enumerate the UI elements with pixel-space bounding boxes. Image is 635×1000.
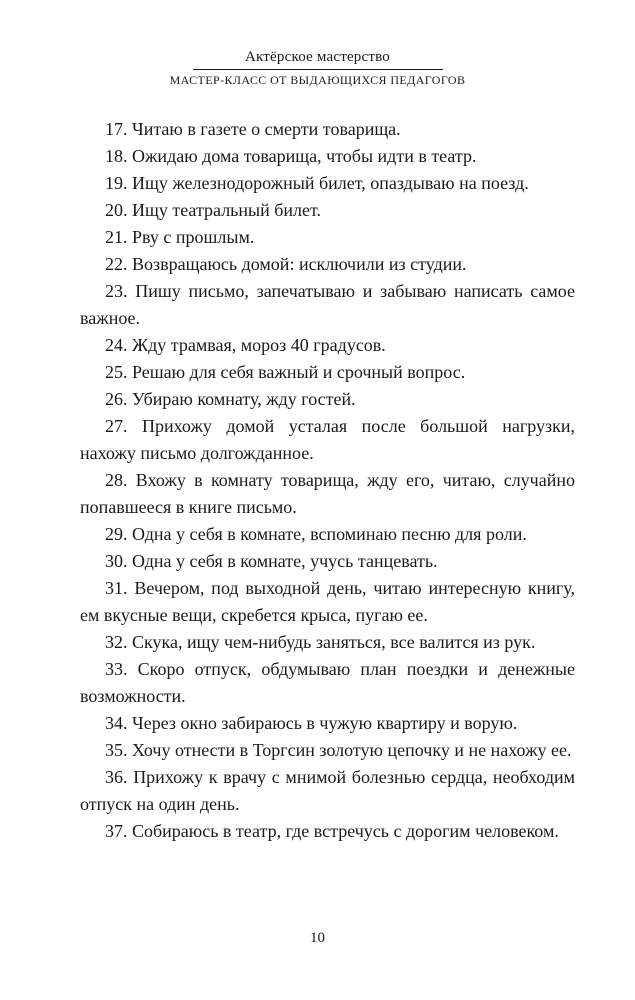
list-item: 24. Жду трамвая, мороз 40 градусов. — [105, 335, 386, 355]
list-item: 22. Возвращаюсь домой: исключили из студии. — [105, 254, 467, 274]
list-item: 17. Читаю в газете о смерти товарища. — [105, 119, 401, 139]
list-item: 19. Ищу железнодорожный билет, опаздываю на поезд. — [105, 173, 529, 193]
list-item: 34. Через окно забираюсь в чужую квартиру и ворую. — [105, 713, 518, 733]
list-item: 32. Скука, ищу чем-нибудь заняться, все валится из рук. — [105, 632, 536, 652]
running-header — [0, 48, 635, 88]
exercise-list — [80, 116, 575, 845]
list-item: 35. Хочу отнести в Торгсин золотую цепочку и не нахожу ее. — [105, 740, 572, 760]
page-number: 10 — [310, 930, 325, 946]
list-item: 25. Решаю для себя важный и срочный вопрос. — [105, 362, 466, 382]
list-item: 21. Рву с прошлым. — [105, 227, 255, 247]
list-item: 30. Одна у себя в комнате, учусь танцевать. — [105, 551, 438, 571]
list-item: 28. Вхожу в комнату товарища, жду его, читаю, случайно попавшееся в книге письмо. — [80, 470, 575, 517]
book-title: Актёрское мастерство — [244, 49, 391, 65]
list-item: 33. Скоро отпуск, обдумываю план поездки и денежные возможности. — [80, 659, 575, 706]
list-item: 29. Одна у себя в комнате, вспоминаю песню для роли. — [105, 524, 527, 544]
list-item: 31. Вечером, под выходной день, читаю интересную книгу, ем вкусные вещи, скребется крыса, пугаю ее. — [80, 578, 575, 625]
book-subtitle: МАСТЕР-КЛАСС ОТ ВЫДАЮЩИХСЯ ПЕДАГОГОВ — [169, 73, 466, 87]
list-item: 36. Прихожу к врачу с мнимой болезнью сердца, необходим отпуск на один день. — [80, 767, 575, 814]
list-item: 23. Пишу письмо, запечатываю и забываю написать самое важное. — [80, 281, 575, 328]
list-item: 27. Прихожу домой усталая после большой нагрузки, нахожу письмо долгожданное. — [80, 416, 575, 463]
list-item: 26. Убираю комнату, жду гостей. — [105, 389, 356, 409]
list-item: 20. Ищу театральный билет. — [105, 200, 322, 220]
list-item: 18. Ожидаю дома товарища, чтобы идти в театр. — [105, 146, 477, 166]
list-item: 37. Собираюсь в театр, где встречусь с дорогим человеком. — [105, 821, 559, 841]
header-divider — [193, 69, 443, 70]
